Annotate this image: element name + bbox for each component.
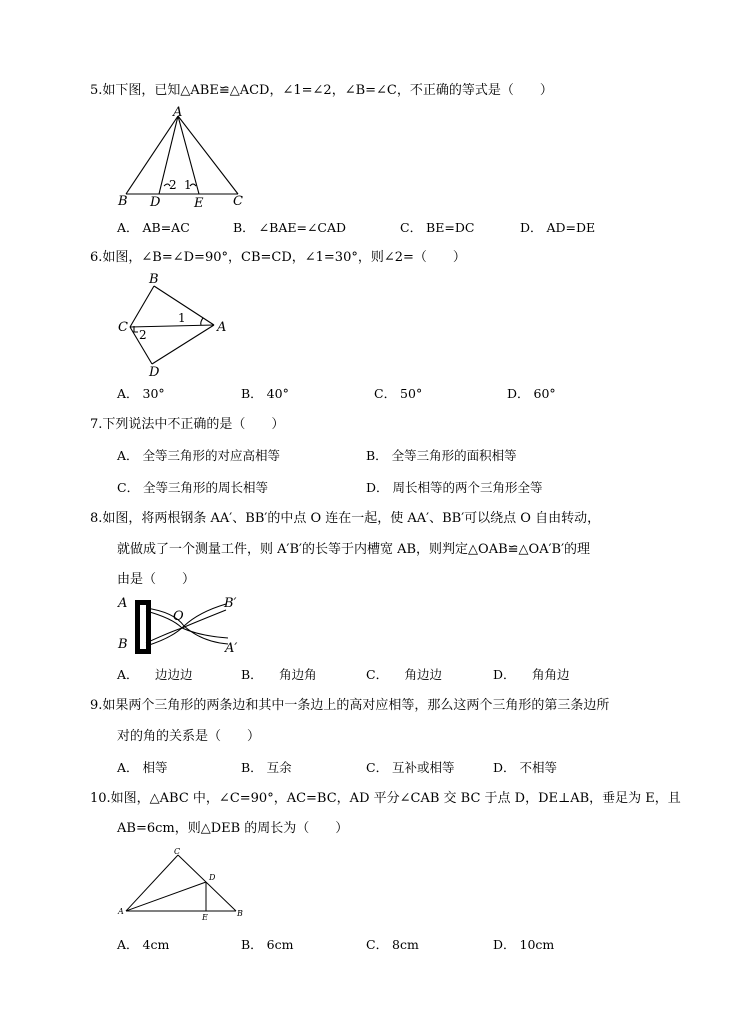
question-9-stem-line-2: 对的角的关系是（ ） bbox=[117, 729, 261, 744]
label-O: O bbox=[173, 609, 184, 624]
question-10-stem-line-2: AB=6cm，则△DEB 的周长为（ ） bbox=[117, 821, 349, 836]
label-E: E bbox=[202, 913, 208, 922]
label-B: B bbox=[118, 194, 128, 209]
label-C: C bbox=[174, 847, 181, 856]
question-8-figure bbox=[114, 594, 254, 660]
q6-option-d[interactable]: D． 60° bbox=[507, 386, 556, 401]
angle-2-label: 2 bbox=[169, 178, 177, 192]
question-8-stem-line-2: 就做成了一个测量工件，则 A′B′的长等于内槽宽 AB，则判定△OAB≌△OA′B′的理 bbox=[117, 542, 591, 557]
q5-option-d[interactable]: D． AD=DE bbox=[520, 220, 596, 235]
q7-option-a[interactable]: A． 全等三角形的对应高相等 bbox=[117, 448, 281, 463]
label-A: A bbox=[173, 106, 183, 120]
label-A: A bbox=[118, 907, 124, 916]
label-D: D bbox=[149, 365, 160, 380]
q6-option-a[interactable]: A． 30° bbox=[117, 386, 165, 401]
question-5-stem: 5.如下图，已知△ABE≌△ACD，∠1=∠2，∠B=∠C，不正确的等式是（ ） bbox=[90, 83, 553, 98]
q6-option-c[interactable]: C． 50° bbox=[374, 386, 423, 401]
q7-option-d[interactable]: D． 周长相等的两个三角形全等 bbox=[366, 480, 543, 495]
q10-option-b[interactable]: B． 6cm bbox=[241, 937, 294, 952]
q10-option-a[interactable]: A． 4cm bbox=[117, 937, 170, 952]
label-A: A bbox=[217, 320, 227, 335]
q6-option-b[interactable]: B． 40° bbox=[241, 386, 289, 401]
label-B: B bbox=[118, 637, 128, 652]
question-8-stem-line-3: 由是（ ） bbox=[117, 572, 196, 587]
q5-option-b[interactable]: B． ∠BAE=∠CAD bbox=[233, 220, 347, 235]
q8-option-b[interactable]: B． 角边角 bbox=[241, 667, 317, 682]
label-A: A bbox=[118, 596, 128, 611]
q8-option-c[interactable]: C． 角边边 bbox=[366, 667, 443, 682]
q10-option-c[interactable]: C． 8cm bbox=[366, 937, 419, 952]
label-B: B bbox=[149, 272, 159, 287]
question-6-stem: 6.如图，∠B=∠D=90°，CB=CD，∠1=30°，则∠2=（ ） bbox=[90, 250, 466, 265]
q9-option-d[interactable]: D． 不相等 bbox=[493, 760, 557, 775]
angle-1-label: 1 bbox=[184, 178, 192, 192]
q9-option-a[interactable]: A． 相等 bbox=[117, 760, 168, 775]
label-B: B bbox=[237, 909, 243, 918]
q10-option-d[interactable]: D． 10cm bbox=[493, 937, 555, 952]
q9-option-b[interactable]: B． 互余 bbox=[241, 760, 292, 775]
question-10-figure bbox=[114, 846, 254, 926]
angle-2-label: 2 bbox=[139, 328, 147, 342]
question-10-stem-line-1: 10.如图，△ABC 中，∠C=90°，AC=BC，AD 平分∠CAB 交 BC 于点 D，DE⊥AB，垂足为 E，且 bbox=[90, 791, 681, 806]
angle-1-label: 1 bbox=[178, 311, 186, 325]
label-A-prime: A′ bbox=[225, 641, 238, 656]
label-D: D bbox=[209, 873, 216, 882]
label-C: C bbox=[118, 320, 128, 335]
q8-option-a[interactable]: A． 边边边 bbox=[117, 667, 193, 682]
question-6-figure bbox=[114, 270, 234, 380]
label-D: D bbox=[150, 195, 161, 210]
q8-option-d[interactable]: D． 角角边 bbox=[493, 667, 570, 682]
question-9-stem-line-1: 9.如果两个三角形的两条边和其中一条边上的高对应相等，那么这两个三角形的第三条边所 bbox=[90, 698, 610, 713]
q9-option-c[interactable]: C． 互补或相等 bbox=[366, 760, 455, 775]
question-7-stem: 7.下列说法中不正确的是（ ） bbox=[90, 417, 285, 432]
q5-option-a[interactable]: A． AB=AC bbox=[117, 220, 190, 235]
q5-option-c[interactable]: C． BE=DC bbox=[400, 220, 475, 235]
question-8-stem-line-1: 8.如图，将两根钢条 AA′、BB′的中点 O 连在一起，使 AA′、BB′可以绕点 O 自由转动， bbox=[90, 511, 601, 526]
label-E: E bbox=[194, 196, 204, 210]
label-C: C bbox=[233, 194, 243, 209]
q7-option-b[interactable]: B． 全等三角形的面积相等 bbox=[366, 448, 517, 463]
question-5-figure bbox=[112, 106, 252, 210]
label-B-prime: B′ bbox=[224, 596, 237, 611]
q7-option-c[interactable]: C． 全等三角形的周长相等 bbox=[117, 480, 269, 495]
